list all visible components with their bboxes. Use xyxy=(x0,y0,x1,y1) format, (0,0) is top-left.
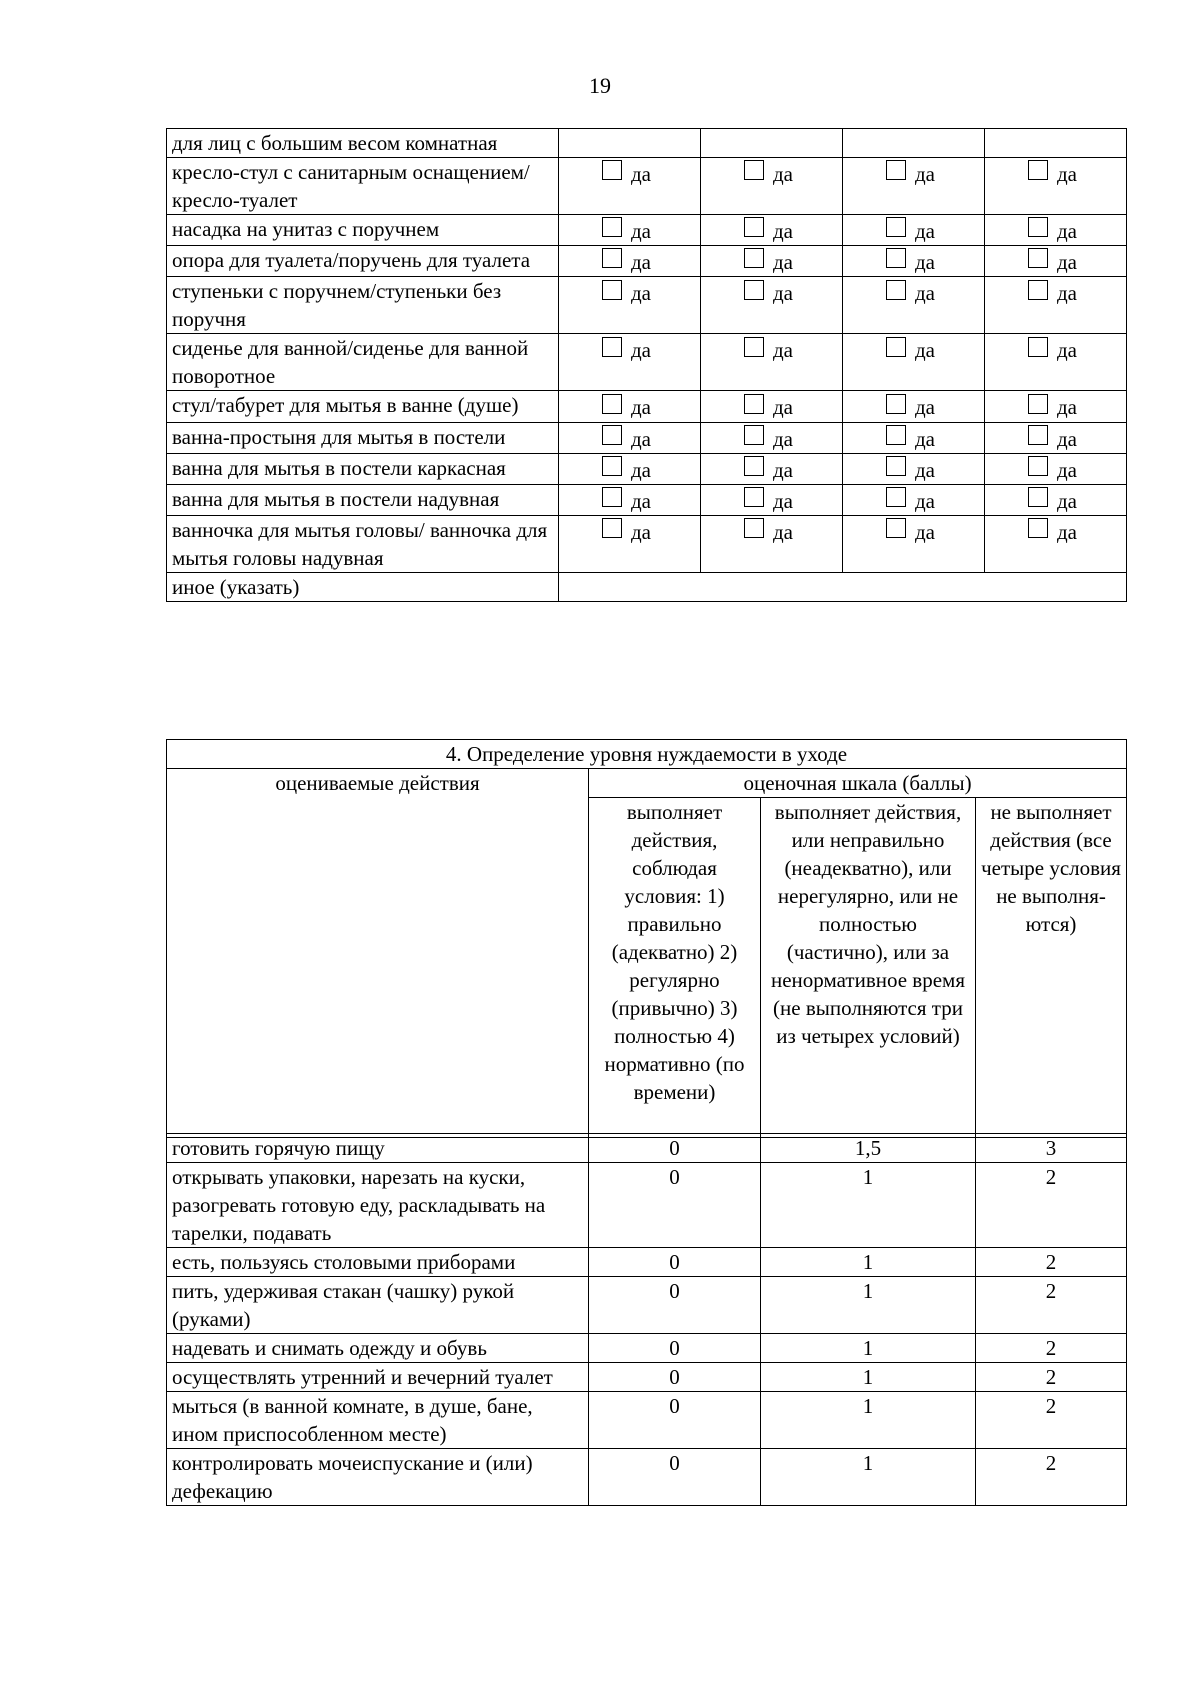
yes-checkbox[interactable] xyxy=(744,394,764,414)
aid-option-cell xyxy=(559,215,701,246)
aid-label: ступеньки с поручнем/ступеньки без поручня xyxy=(167,277,559,334)
aid-label: опора для туалета/поручень для туалета xyxy=(167,246,559,277)
care-action: пить, удерживая стакан (чашку) рукой (руками) xyxy=(167,1277,589,1334)
care-score: 1,5 xyxy=(761,1134,976,1163)
aid-option-cell xyxy=(985,334,1127,391)
aid-option-cell xyxy=(843,215,985,246)
scale-header-1: выполняет действия, или неправильно (неадекватно), или нерегулярно, или не полностью (частично), или за ненормативное время (не выполняются три из четырех условий) xyxy=(761,798,976,1138)
yes-checkbox[interactable] xyxy=(886,456,906,476)
yes-checkbox[interactable] xyxy=(602,487,622,507)
yes-checkbox[interactable] xyxy=(1028,337,1048,357)
care-score: 1 xyxy=(761,1277,976,1334)
aid-row xyxy=(167,422,1127,453)
aid-option-cell xyxy=(985,422,1127,453)
aid-row xyxy=(167,158,1127,215)
yes-checkbox[interactable] xyxy=(602,217,622,237)
yes-label: да xyxy=(1057,457,1078,482)
scale-header-0: выполняет действия, соблюдая условия: 1) правильно (адекватно) 2) регулярно (привычно) 3) полностью 4) нормативно (по времени) xyxy=(589,798,761,1138)
aid-row xyxy=(167,277,1127,334)
aid-option-cell xyxy=(843,246,985,277)
yes-label: да xyxy=(1057,489,1078,514)
care-score: 1 xyxy=(761,1392,976,1449)
care-action: открывать упаковки, нарезать на куски, разогревать готовую еду, раскладывать на тарелки, подавать xyxy=(167,1163,589,1248)
care-action: готовить горячую пищу xyxy=(167,1134,589,1163)
yes-label: да xyxy=(773,219,794,244)
aid-label: кресло-стул с санитарным оснащением/кресло-туалет xyxy=(167,158,559,215)
care-score: 1 xyxy=(761,1163,976,1248)
yes-checkbox[interactable] xyxy=(886,425,906,445)
col-scale-header: оценочная шкала (баллы) xyxy=(589,769,1127,798)
yes-label: да xyxy=(631,395,652,420)
aid-option-cell xyxy=(559,453,701,484)
aid-option-cell xyxy=(559,277,701,334)
aid-option-cell xyxy=(559,484,701,515)
care-score: 2 xyxy=(976,1163,1127,1248)
yes-label: да xyxy=(915,162,936,187)
yes-label: да xyxy=(631,250,652,275)
aid-option-cell xyxy=(985,246,1127,277)
yes-checkbox[interactable] xyxy=(744,487,764,507)
yes-checkbox[interactable] xyxy=(1028,394,1048,414)
yes-checkbox[interactable] xyxy=(602,337,622,357)
yes-label: да xyxy=(631,426,652,451)
care-row xyxy=(167,1334,1127,1363)
yes-checkbox[interactable] xyxy=(886,518,906,538)
care-action: контролировать мочеиспускание и (или) дефекацию xyxy=(167,1449,589,1506)
yes-checkbox[interactable] xyxy=(602,518,622,538)
aid-label: ванна для мытья в постели каркасная xyxy=(167,453,559,484)
yes-checkbox[interactable] xyxy=(602,160,622,180)
care-header-table xyxy=(166,739,1127,1138)
care-row xyxy=(167,1449,1127,1506)
aid-label: насадка на унитаз с поручнем xyxy=(167,215,559,246)
aid-label: для лиц с большим весом комнатная xyxy=(167,129,559,158)
aid-option-cell xyxy=(559,422,701,453)
care-row xyxy=(167,1134,1127,1163)
aid-option-cell xyxy=(559,334,701,391)
yes-label: да xyxy=(773,457,794,482)
care-score: 2 xyxy=(976,1277,1127,1334)
yes-checkbox[interactable] xyxy=(1028,425,1048,445)
aid-option-cell xyxy=(843,129,985,158)
aid-option-cell xyxy=(559,129,701,158)
yes-label: да xyxy=(773,281,794,306)
yes-checkbox[interactable] xyxy=(886,394,906,414)
yes-checkbox[interactable] xyxy=(602,280,622,300)
aid-label: стул/табурет для мытья в ванне (душе) xyxy=(167,391,559,422)
aid-option-cell xyxy=(559,391,701,422)
yes-label: да xyxy=(915,250,936,275)
care-action: надевать и снимать одежду и обувь xyxy=(167,1334,589,1363)
scale-header-2: не выполняет действия (все четыре условия не выполня-ются) xyxy=(976,798,1127,1138)
yes-checkbox[interactable] xyxy=(602,456,622,476)
aid-label: ванночка для мытья головы/ ванночка для мытья головы надувная xyxy=(167,516,559,573)
aid-row xyxy=(167,516,1127,573)
yes-checkbox[interactable] xyxy=(1028,518,1048,538)
yes-label: да xyxy=(631,457,652,482)
yes-label: да xyxy=(915,426,936,451)
yes-checkbox[interactable] xyxy=(744,337,764,357)
aid-option-cell xyxy=(701,334,843,391)
care-score: 0 xyxy=(589,1134,761,1163)
care-score: 3 xyxy=(976,1134,1127,1163)
yes-label: да xyxy=(631,162,652,187)
aid-row xyxy=(167,484,1127,515)
yes-checkbox[interactable] xyxy=(886,337,906,357)
care-action: мыться (в ванной комнате, в душе, бане, ином приспособленном месте) xyxy=(167,1392,589,1449)
yes-checkbox[interactable] xyxy=(744,248,764,268)
yes-checkbox[interactable] xyxy=(602,394,622,414)
aid-row xyxy=(167,246,1127,277)
aid-option-cell xyxy=(559,158,701,215)
aid-option-cell xyxy=(843,422,985,453)
yes-checkbox[interactable] xyxy=(886,280,906,300)
yes-label: да xyxy=(915,489,936,514)
yes-label: да xyxy=(915,395,936,420)
care-score: 2 xyxy=(976,1334,1127,1363)
care-row xyxy=(167,1248,1127,1277)
care-row xyxy=(167,1392,1127,1449)
aid-row xyxy=(167,334,1127,391)
care-score: 2 xyxy=(976,1392,1127,1449)
aid-row-other xyxy=(167,573,1127,602)
aid-option-cell xyxy=(843,516,985,573)
yes-label: да xyxy=(1057,250,1078,275)
yes-label: да xyxy=(1057,219,1078,244)
yes-label: да xyxy=(631,520,652,545)
aid-label: ванна-простыня для мытья в постели xyxy=(167,422,559,453)
yes-label: да xyxy=(1057,426,1078,451)
aid-option-cell xyxy=(985,215,1127,246)
care-scores-table xyxy=(166,1133,1127,1506)
aid-option-cell xyxy=(701,246,843,277)
yes-checkbox[interactable] xyxy=(886,217,906,237)
aid-option-cell xyxy=(701,158,843,215)
yes-checkbox[interactable] xyxy=(1028,487,1048,507)
aid-label: сиденье для ванной/сиденье для ванной поворотное xyxy=(167,334,559,391)
yes-checkbox[interactable] xyxy=(1028,160,1048,180)
yes-label: да xyxy=(773,520,794,545)
yes-label: да xyxy=(631,338,652,363)
yes-checkbox[interactable] xyxy=(744,160,764,180)
yes-label: да xyxy=(915,338,936,363)
care-score: 1 xyxy=(761,1334,976,1363)
aid-option-cell xyxy=(701,391,843,422)
aid-option-cell xyxy=(559,246,701,277)
aid-option-cell xyxy=(843,158,985,215)
page-number: 19 xyxy=(589,73,611,98)
care-action: осуществлять утренний и вечерний туалет xyxy=(167,1363,589,1392)
yes-checkbox[interactable] xyxy=(602,425,622,445)
aid-row xyxy=(167,129,1127,158)
aid-option-cell xyxy=(843,277,985,334)
aid-option-cell xyxy=(701,516,843,573)
care-score: 1 xyxy=(761,1363,976,1392)
aid-other-label: иное (указать) xyxy=(167,573,559,602)
yes-label: да xyxy=(1057,520,1078,545)
aid-option-cell xyxy=(843,391,985,422)
care-score: 2 xyxy=(976,1449,1127,1506)
yes-checkbox[interactable] xyxy=(1028,217,1048,237)
aid-option-cell xyxy=(843,453,985,484)
yes-label: да xyxy=(915,457,936,482)
aid-option-cell xyxy=(985,453,1127,484)
care-score: 0 xyxy=(589,1449,761,1506)
yes-label: да xyxy=(773,489,794,514)
yes-label: да xyxy=(1057,395,1078,420)
aid-option-cell xyxy=(701,129,843,158)
yes-checkbox[interactable] xyxy=(744,456,764,476)
aid-option-cell xyxy=(701,422,843,453)
aid-option-cell xyxy=(985,129,1127,158)
yes-checkbox[interactable] xyxy=(602,248,622,268)
aid-option-cell xyxy=(985,158,1127,215)
aids-table xyxy=(166,128,1127,602)
yes-checkbox[interactable] xyxy=(744,280,764,300)
care-score: 0 xyxy=(589,1277,761,1334)
care-score: 0 xyxy=(589,1163,761,1248)
aid-option-cell xyxy=(701,484,843,515)
aid-option-cell xyxy=(985,391,1127,422)
aid-row xyxy=(167,391,1127,422)
yes-checkbox[interactable] xyxy=(1028,456,1048,476)
care-score: 1 xyxy=(761,1248,976,1277)
care-score: 0 xyxy=(589,1363,761,1392)
aid-row xyxy=(167,215,1127,246)
aid-row xyxy=(167,453,1127,484)
yes-label: да xyxy=(915,520,936,545)
yes-label: да xyxy=(773,426,794,451)
care-score: 2 xyxy=(976,1363,1127,1392)
aid-option-cell xyxy=(559,516,701,573)
care-row xyxy=(167,1277,1127,1334)
aid-option-cell xyxy=(701,277,843,334)
aid-other-field[interactable] xyxy=(559,573,1127,602)
yes-checkbox[interactable] xyxy=(744,217,764,237)
care-row xyxy=(167,1163,1127,1248)
yes-checkbox[interactable] xyxy=(1028,248,1048,268)
aid-option-cell xyxy=(985,277,1127,334)
yes-label: да xyxy=(1057,162,1078,187)
aid-option-cell xyxy=(701,215,843,246)
care-score: 0 xyxy=(589,1248,761,1277)
care-score: 2 xyxy=(976,1248,1127,1277)
yes-label: да xyxy=(1057,281,1078,306)
aid-option-cell xyxy=(985,484,1127,515)
aid-option-cell xyxy=(985,516,1127,573)
aid-option-cell xyxy=(843,334,985,391)
yes-label: да xyxy=(773,250,794,275)
yes-label: да xyxy=(915,281,936,306)
care-score: 1 xyxy=(761,1449,976,1506)
col-actions-header: оцениваемые действия xyxy=(167,769,589,1138)
care-row xyxy=(167,1363,1127,1392)
care-score: 0 xyxy=(589,1334,761,1363)
care-action: есть, пользуясь столовыми приборами xyxy=(167,1248,589,1277)
yes-label: да xyxy=(631,489,652,514)
care-score: 0 xyxy=(589,1392,761,1449)
yes-label: да xyxy=(915,219,936,244)
yes-label: да xyxy=(631,281,652,306)
section-title: 4. Определение уровня нуждаемости в уходе xyxy=(167,740,1127,769)
yes-checkbox[interactable] xyxy=(744,518,764,538)
yes-checkbox[interactable] xyxy=(886,160,906,180)
yes-checkbox[interactable] xyxy=(886,248,906,268)
yes-checkbox[interactable] xyxy=(744,425,764,445)
yes-checkbox[interactable] xyxy=(886,487,906,507)
yes-checkbox[interactable] xyxy=(1028,280,1048,300)
yes-label: да xyxy=(773,162,794,187)
aid-option-cell xyxy=(843,484,985,515)
yes-label: да xyxy=(1057,338,1078,363)
yes-label: да xyxy=(631,219,652,244)
yes-label: да xyxy=(773,395,794,420)
yes-label: да xyxy=(773,338,794,363)
aid-label: ванна для мытья в постели надувная xyxy=(167,484,559,515)
aid-option-cell xyxy=(701,453,843,484)
